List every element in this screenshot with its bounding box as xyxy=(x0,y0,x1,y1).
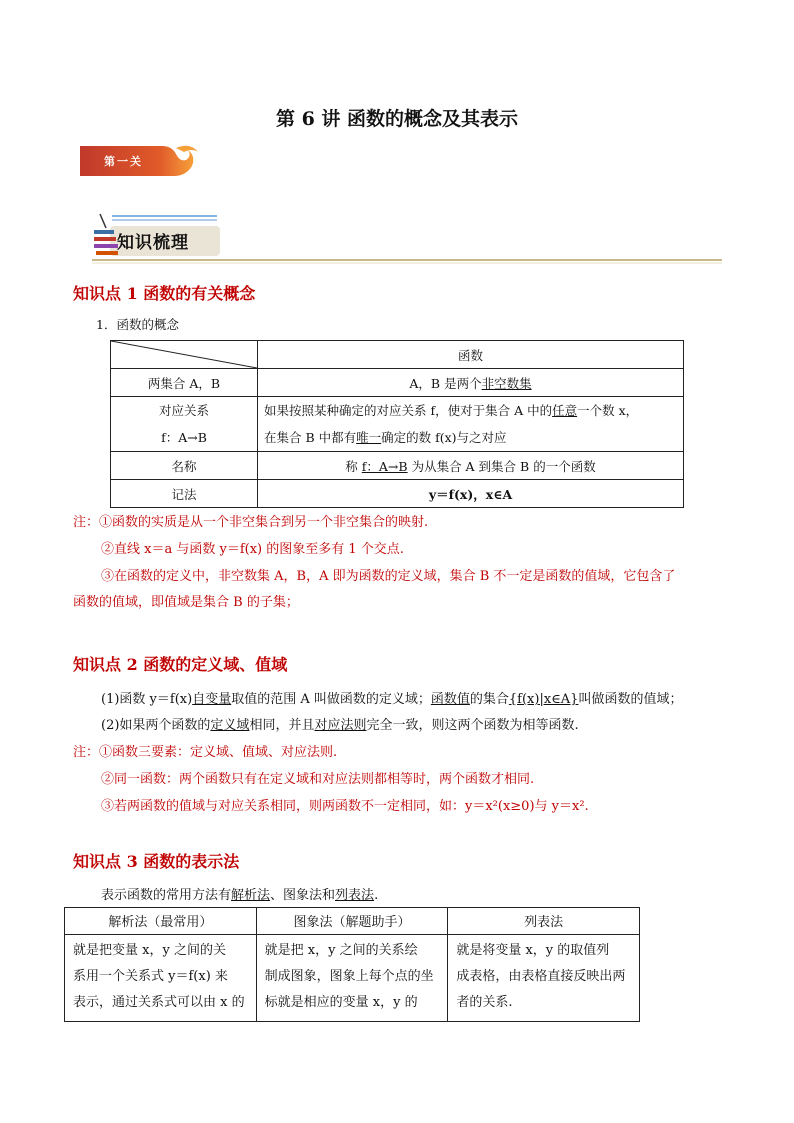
table-row xyxy=(111,452,684,480)
page-title: 第 6 讲 函数的概念及其表示 xyxy=(275,108,519,130)
note: ②直线 x＝a 与函数 y＝f(x) 的图象至多有 1 个交点. xyxy=(101,542,404,557)
table-cell-value: 如果按照某种确定的对应关系 f，使对于集合 A 中的任意一个数 x， 在集合 B 中都有唯一确定的数 f(x)与之对应 xyxy=(258,397,684,452)
table-row xyxy=(111,480,684,508)
diagonal-header-cell xyxy=(111,341,258,369)
function-concept-table xyxy=(110,340,684,508)
table-header: 列表法 xyxy=(448,908,640,935)
level-banner-label: 第一关 xyxy=(104,155,143,168)
note: ②同一函数：两个函数只有在定义域和对应法则都相等时，两个函数才相同. xyxy=(101,772,535,787)
note: ③在函数的定义中，非空数集 A，B，A 即为函数的定义域，集合 B 不一定是函数的值域，它包含了 xyxy=(101,569,676,584)
paragraph: (1)函数 y＝f(x)自变量取值的范围 A 叫做函数的定义域；函数值的集合{f(x)|x∈A}叫做函数的值域； xyxy=(101,692,683,707)
table-cell: 就是把变量 x，y 之间的关 系用一个关系式 y＝f(x) 来 表示，通过关系式可以由 x 的 xyxy=(65,935,257,1022)
table-row xyxy=(111,369,684,397)
note: 函数的值域，即值域是集合 B 的子集； xyxy=(73,595,299,610)
table-cell: 就是将变量 x，y 的取值列 成表格，由表格直接反映出两 者的关系. xyxy=(448,935,640,1022)
representation-table xyxy=(64,907,640,1022)
table-header: 函数 xyxy=(258,341,684,369)
paragraph: 表示函数的常用方法有解析法、图象法和列表法. xyxy=(101,888,379,903)
table-cell-label: 两集合 A，B xyxy=(111,369,258,397)
table-row xyxy=(111,397,684,452)
table-header: 图象法（解题助手） xyxy=(256,908,448,935)
table-row xyxy=(111,341,684,369)
section-2-heading: 知识点 2 函数的定义域、值域 xyxy=(73,655,288,674)
table-row xyxy=(65,908,640,935)
paragraph: (2)如果两个函数的定义域相同，并且对应法则完全一致，则这两个函数为相等函数. xyxy=(101,718,579,733)
section-3-heading: 知识点 3 函数的表示法 xyxy=(73,852,240,871)
section-1-subheading: 1．函数的概念 xyxy=(96,317,179,332)
table-cell-value: 称 f：A→B 为从集合 A 到集合 B 的一个函数 xyxy=(258,452,684,480)
note: ③若两函数的值域与对应关系相同，则两函数不一定相同，如：y＝x²(x≥0)与 y＝x². xyxy=(101,799,589,814)
note: 注：①函数三要素：定义域、值域、对应法则. xyxy=(73,745,338,760)
table-cell: 就是把 x，y 之间的关系绘 制成图象，图象上每个点的坐 标就是相应的变量 x，y 的 xyxy=(256,935,448,1022)
table-cell-label: 名称 xyxy=(111,452,258,480)
table-cell-label: 记法 xyxy=(111,480,258,508)
note: 注：①函数的实质是从一个非空集合到另一个非空集合的映射. xyxy=(73,515,429,530)
table-row xyxy=(65,935,640,1022)
table-header: 解析法（最常用） xyxy=(65,908,257,935)
section-1-heading: 知识点 1 函数的有关概念 xyxy=(73,284,256,303)
section-banner-label: 知识梳理 xyxy=(117,233,189,253)
table-cell-label: 对应关系 f：A→B xyxy=(111,397,258,452)
table-cell-value: A，B 是两个非空数集 xyxy=(258,369,684,397)
diagonal-line xyxy=(111,341,257,368)
table-cell-value: y＝f(x)，x∈A xyxy=(258,480,684,508)
